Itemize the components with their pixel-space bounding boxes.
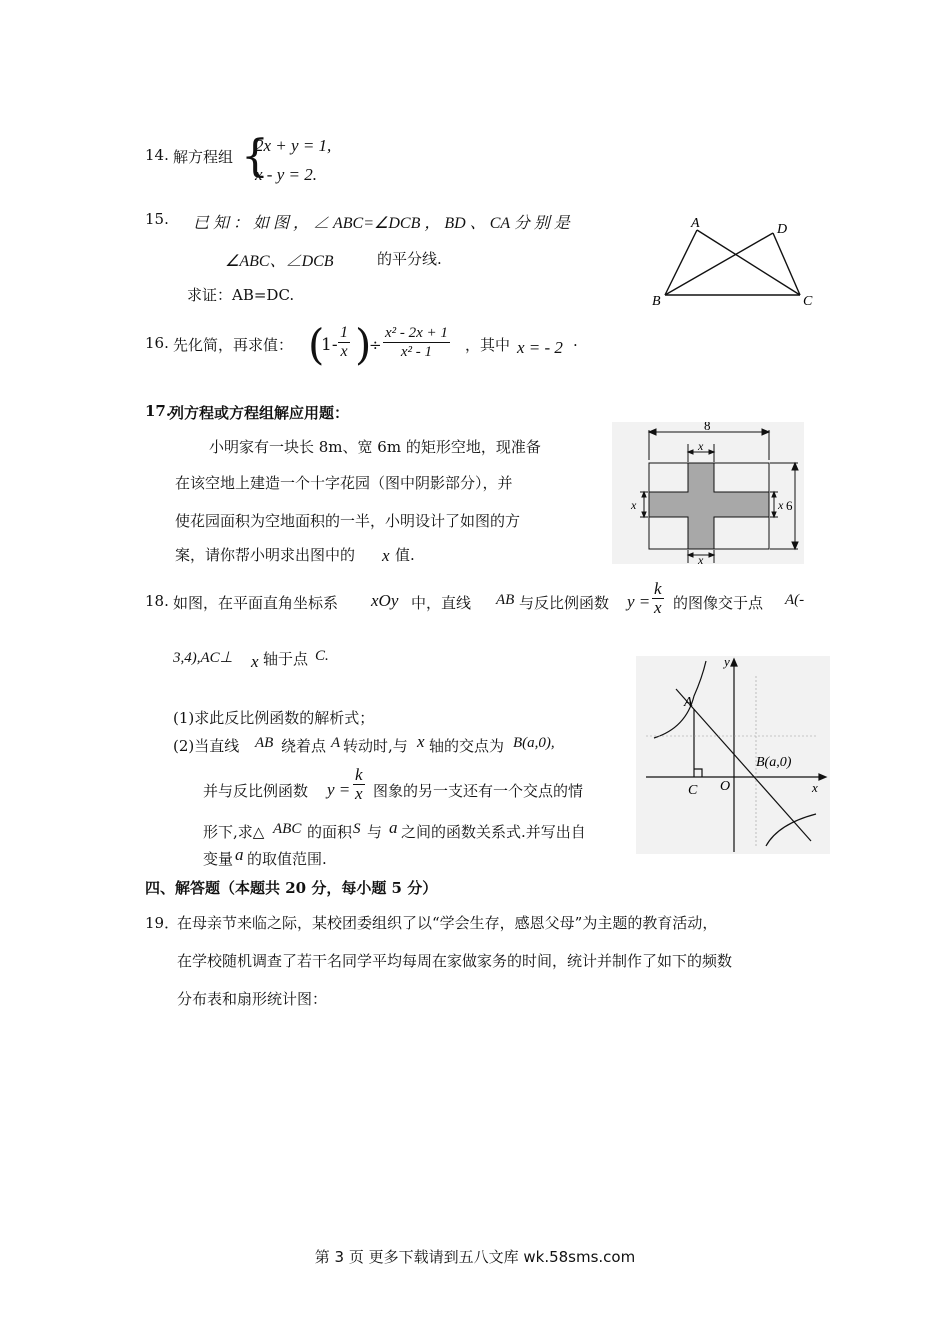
q18-l2b: x	[251, 652, 259, 671]
q16-frac1-num: 1	[340, 324, 348, 341]
fig15-label-A: A	[691, 216, 700, 231]
q18-l2c: 轴于点	[263, 650, 309, 668]
q16-frac1-den: x	[340, 343, 348, 360]
q17-line1: 小明家有一块长 8m、宽 6m 的矩形空地，现准备	[209, 438, 541, 456]
q19-number: 19．	[145, 914, 180, 932]
q16-frac2-den: x² - 1	[400, 344, 433, 360]
q16-text: 先化简，再求值：	[173, 336, 294, 354]
q17-line2: 在该空地上建造一个十字花园（图中阴影部分），并	[175, 474, 513, 492]
figure-18-coordinate-plane	[636, 656, 830, 854]
q18-s4g: 之间的函数关系式.并写出自	[401, 823, 586, 841]
q17-title: 列方程或方程组解应用题：	[169, 404, 350, 422]
fig18-label-A: A	[684, 695, 693, 710]
page-footer: 第 3 页 更多下载请到五八文库 wk.58sms.com	[314, 1248, 636, 1266]
q16-mid: ，其中	[465, 336, 511, 354]
section-4-title: 四、解答题（本题共 20 分，每小题 5 分）	[145, 879, 438, 897]
q18-l1b: xOy	[371, 591, 399, 610]
fig15-label-D: D	[777, 222, 788, 237]
q18-s5b: a	[235, 845, 244, 864]
q18-s3-frac	[353, 766, 365, 803]
fig17-cross	[649, 463, 769, 549]
q15-line2b: 的平分线.	[377, 250, 442, 268]
q18-s5c: 的取值范围.	[247, 850, 327, 868]
fig18-label-x: x	[812, 780, 818, 795]
figure-15-triangles	[645, 215, 820, 310]
q18-s2c: 绕着点	[281, 737, 327, 755]
q15-line2a: ∠ABC、∠DCB	[225, 253, 334, 270]
q16-cond: x = - 2	[517, 338, 563, 357]
fig17-label-x-top: x	[698, 439, 704, 453]
q14-number: 14.	[145, 146, 169, 164]
fig17-label-x-bottom: x	[698, 553, 704, 564]
q15-line3: 求证：AB=DC.	[187, 286, 295, 304]
fig15-label-B: B	[652, 294, 661, 309]
q18-l1d: AB	[496, 592, 515, 608]
q18-frac	[652, 580, 664, 617]
fig17-label-6: 6	[786, 498, 793, 513]
q18-s2d: A	[331, 735, 341, 751]
q18-s2e: 转动时,与	[343, 737, 408, 755]
q18-l1g: A(-	[785, 592, 805, 608]
q18-frac-x: x	[654, 598, 662, 617]
q18-y: y =	[627, 592, 651, 611]
fig18-hyperbola-left	[654, 661, 706, 738]
q17-line4b: 值.	[395, 546, 415, 564]
q16	[145, 320, 625, 384]
q14-text: 解方程组	[173, 148, 234, 166]
q18-s2a: (2)当直线	[173, 737, 240, 755]
q18-number: 18.	[145, 592, 169, 610]
q18-s4a: 形下,求△	[203, 823, 265, 841]
q18-s1: (1)求此反比例函数的解析式；	[173, 709, 375, 727]
q16-number: 16.	[145, 334, 169, 352]
q16-dot: .	[573, 332, 578, 350]
q18-s4e: 与	[367, 823, 383, 841]
q18-frac-k: k	[654, 579, 662, 598]
q14-eq1: 2x + y = 1,	[255, 136, 332, 155]
fig18-label-B: B(a,0)	[756, 755, 792, 770]
q18-l2a: 3,4),AC⊥	[173, 650, 233, 666]
q18-s2h: B(a,0),	[513, 735, 555, 751]
fig17-label-x-left: x	[631, 498, 637, 512]
fig15-label-C: C	[803, 294, 813, 309]
q18-s4d: S	[353, 821, 361, 837]
q14-brace: {	[241, 131, 269, 182]
q18-s3-frac-k: k	[355, 765, 363, 784]
q18-l1e: 与反比例函数	[519, 594, 610, 612]
q16-frac2-num: x² - 2x + 1	[385, 325, 448, 341]
q18-s3b: 图象的另一支还有一个交点的情	[373, 782, 584, 800]
q18-s2g: 轴的交点为	[429, 737, 505, 755]
q17-line4a: 案，请你帮小明求出图中的	[175, 546, 356, 564]
fig17-label-x-right: x	[778, 498, 784, 512]
q16-frac2	[383, 324, 450, 361]
q15-number: 15.	[145, 210, 169, 228]
q16-paren-right: )	[355, 320, 372, 369]
q16-frac1	[338, 324, 350, 361]
q18-l2d: C.	[315, 648, 329, 664]
fig18-label-C: C	[688, 783, 698, 798]
q17-number: 17.	[145, 402, 172, 420]
q15-line1: 已 知 ： 如 图 ， ∠ ABC=∠DCB ， BD 、 CA 分 别 是	[193, 215, 570, 232]
q17-line3: 使花园面积为空地面积的一半，小明设计了如图的方	[175, 512, 521, 530]
q14-eq2: x - y = 2.	[255, 165, 317, 184]
q18-s2f: x	[417, 732, 425, 751]
q18-s4b: ABC	[273, 821, 302, 837]
q18-l1a: 如图，在平面直角坐标系	[173, 594, 339, 612]
q19-line1: 在母亲节来临之际，某校团委组织了以“学会生存，感恩父母”为主题的教育活动，	[177, 914, 718, 932]
q17-line4x: x	[382, 546, 390, 565]
q18-l1c: 中，直线	[411, 594, 472, 612]
figure-17-garden	[612, 422, 804, 564]
q18-s3-frac-x: x	[355, 784, 363, 803]
q18-s2b: AB	[255, 735, 274, 751]
q18-s4f: a	[389, 818, 398, 837]
q18-s3-y: y =	[327, 780, 351, 799]
fig18-label-y: y	[724, 656, 730, 669]
q18-s3a: 并与反比例函数	[203, 782, 309, 800]
q18-l1f: 的图像交于点	[673, 594, 764, 612]
fig18-label-O: O	[720, 779, 731, 794]
q16-paren-left: (	[308, 320, 325, 369]
q16-one: 1-	[321, 335, 338, 355]
q18-s5a: 变量	[203, 850, 234, 868]
q19-line3: 分布表和扇形统计图：	[177, 990, 328, 1008]
q16-div: ÷	[369, 336, 382, 354]
q18-s4c: 的面积	[307, 823, 353, 841]
fig17-label-8: 8	[704, 422, 711, 433]
q19-line2: 在学校随机调查了若干名同学平均每周在家做家务的时间，统计并制作了如下的频数	[177, 952, 733, 970]
